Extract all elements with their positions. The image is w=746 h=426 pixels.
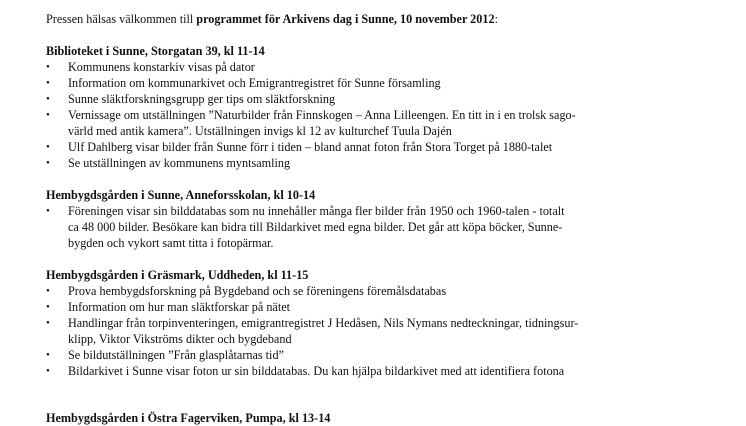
list-item-line: Prova hembygdsforskning på Bygdeband och se föreningens föremålsdatabas [68, 284, 447, 298]
list-item-line: Information om kommunarkivet och Emigrantregistret för Sunne församling [68, 76, 441, 90]
bullet-icon: • [46, 93, 50, 105]
list-item-line: ca 48 000 bilder. Besökare kan bidra till Bildarkivet med egna bilder. Det går att köpa böcker, Sunne- [68, 220, 563, 234]
list-item [46, 283, 686, 299]
list-item-line: Vernissage om utställningen ”Naturbilder från Finnskogen – Anna Lilleengen. En titt in i en trolsk sago- [68, 108, 576, 122]
list-item [46, 59, 686, 75]
list-item [46, 363, 686, 379]
list-item-line: Se bildutställningen ”Från glasplåtarnas tid” [68, 348, 284, 362]
list-item [46, 155, 686, 171]
bullet-icon: • [46, 157, 50, 169]
list-item-line: Sunne släktforskningsgrupp ger tips om släktforskning [68, 92, 336, 106]
bullet-icon: • [46, 77, 50, 89]
list-item [46, 347, 686, 363]
bullet-icon: • [46, 205, 50, 217]
next-section-title: Hembygdsgården i Östra Fagerviken, Pumpa, kl 13-14 [46, 411, 331, 425]
document-page [46, 11, 686, 395]
sections [46, 43, 686, 379]
bullet-icon: • [46, 285, 50, 297]
bullet-icon: • [46, 349, 50, 361]
list-item-line: bygden och vykort samt titta i fotopärmar. [68, 236, 274, 250]
intro-bold: programmet för Arkivens dag i Sunne, 10 november 2012 [196, 12, 495, 26]
bullet-icon: • [46, 317, 50, 329]
list-item-line: Se utställningen av kommunens myntsamling [68, 156, 291, 170]
section-title: Hembygdsgården i Sunne, Anneforsskolan, kl 10-14 [46, 188, 316, 202]
list-item-line: Handlingar från torpinventeringen, emigrantregistret J Hedåsen, Nils Nymans nedteckningar, tidningsur- [68, 316, 579, 330]
section-title: Biblioteket i Sunne, Storgatan 39, kl 11-14 [46, 44, 265, 58]
list-item-line: klipp, Viktor Vikströms dikter och bygdeband [68, 332, 292, 346]
section-title: Hembygdsgården i Gräsmark, Uddheden, kl 11-15 [46, 268, 309, 282]
intro-prefix: Pressen hälsas välkommen till [46, 12, 197, 26]
bullet-icon: • [46, 365, 50, 377]
list-item [46, 107, 686, 139]
list-item [46, 139, 686, 155]
list-item [46, 315, 686, 347]
bullet-list [46, 203, 686, 251]
bullet-list [46, 283, 686, 379]
section-3 [46, 267, 686, 379]
list-item-line: Bildarkivet i Sunne visar foton ur sin bilddatabas. Du kan hjälpa bildarkivet med att identifiera fotona [68, 364, 565, 378]
intro-paragraph [46, 11, 686, 27]
list-item-line: Information om hur man släktforskar på nätet [68, 300, 291, 314]
list-item-line: värld med antik kamera”. Utställningen invigs kl 12 av kulturchef Tuula Dajén [68, 124, 452, 138]
section-1 [46, 43, 686, 171]
bullet-icon: • [46, 109, 50, 121]
list-item [46, 203, 686, 251]
section-2 [46, 187, 686, 251]
list-item-line: Kommunens konstarkiv visas på dator [68, 60, 255, 74]
list-item-line: Föreningen visar sin bilddatabas som nu innehåller många fler bilder från 1950 och 1960-talen - totalt [68, 204, 565, 218]
list-item-line: Ulf Dahlberg visar bilder från Sunne förr i tiden – bland annat foton från Stora Torget på 1880-talet [68, 140, 553, 154]
bullet-icon: • [46, 301, 50, 313]
list-item [46, 75, 686, 91]
bullet-list [46, 59, 686, 171]
bullet-icon: • [46, 141, 50, 153]
list-item [46, 299, 686, 315]
bullet-icon: • [46, 61, 50, 73]
intro-suffix: : [494, 12, 498, 26]
list-item [46, 91, 686, 107]
